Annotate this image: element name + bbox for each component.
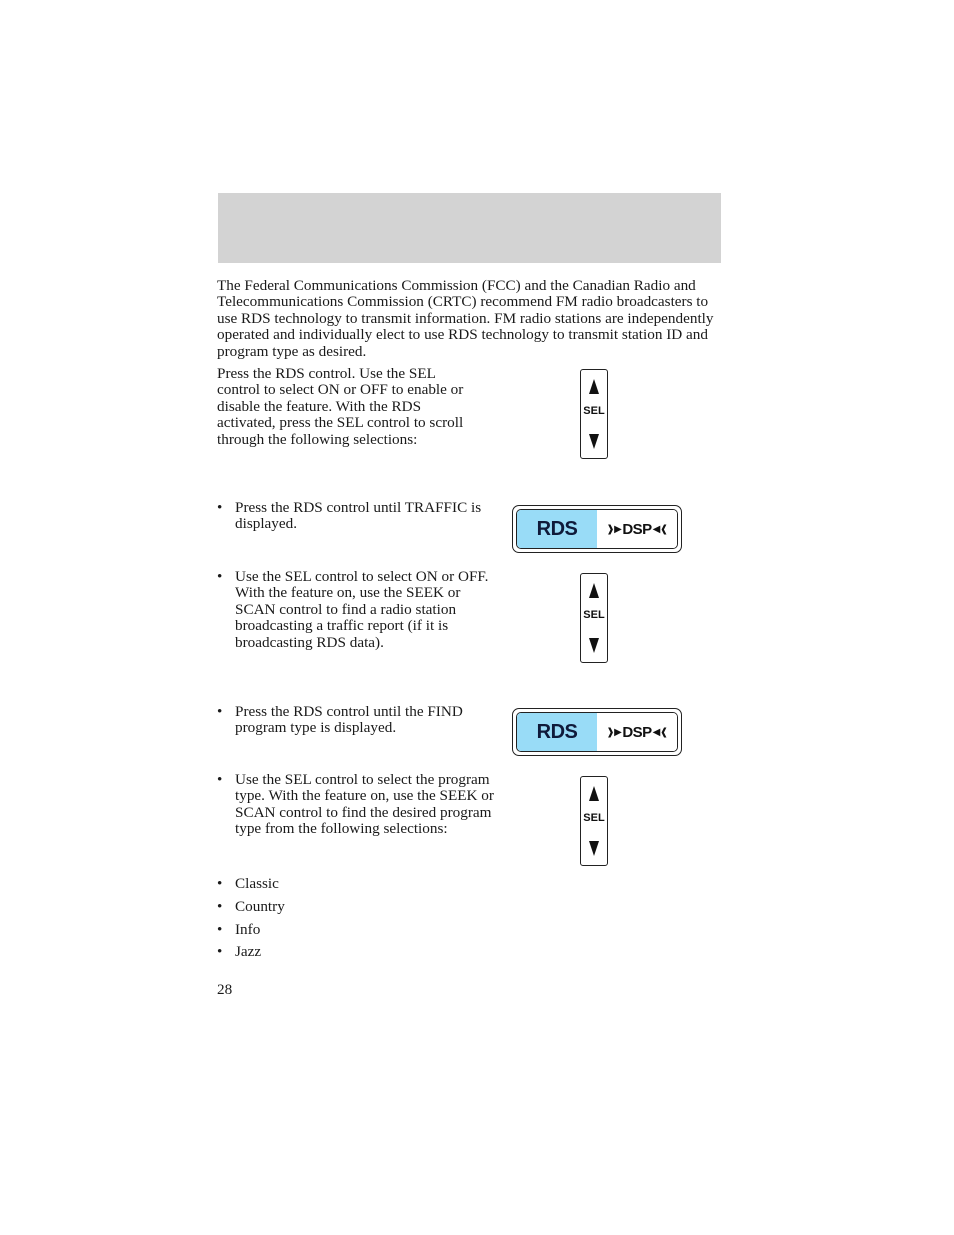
rds-button[interactable]: RDS — [517, 713, 597, 751]
sel-label: SEL — [583, 405, 605, 417]
program-type-item — [217, 899, 285, 915]
intro-paragraph: The Federal Communications Commission (FCC) and the Canadian Radio and Telecommunications Commission (CRTC) recommend FM radio broadcasters to use RDS technology to transmit information. FM radio stations are independently operated and individually elect to use RDS technology to transmit station ID and program type as desired. — [217, 277, 714, 360]
bullet-dot: • — [217, 921, 223, 938]
program-type-item — [217, 876, 279, 892]
dsp-label: DSP — [622, 723, 652, 741]
bullet-item — [217, 569, 500, 651]
arrow-up-icon — [589, 379, 599, 394]
program-type-label: Jazz — [235, 943, 262, 960]
bullet-dot: • — [217, 875, 223, 892]
bullet-item — [217, 500, 500, 533]
arrow-down-icon — [589, 841, 599, 856]
bullet-dot: • — [217, 771, 223, 788]
bullet-dot: • — [217, 703, 223, 720]
section-header-band — [218, 193, 721, 263]
bullet-item — [217, 704, 500, 737]
bullet-text: Use the SEL control to select the program type. With the feature on, use the SEEK or SCAN control to find the desired program type from the following selections: — [235, 771, 494, 838]
page-number: 28 — [217, 981, 233, 998]
bullet-dot: • — [217, 943, 223, 960]
rds-dsp-control[interactable] — [512, 505, 682, 553]
dsp-button[interactable] — [597, 510, 677, 548]
dsp-button[interactable] — [597, 713, 677, 751]
program-type-item — [217, 944, 261, 960]
bullet-dot: • — [217, 499, 223, 516]
speaker-left-icon: ◀❰ — [652, 523, 668, 535]
sel-control[interactable] — [580, 369, 608, 459]
dsp-label: DSP — [622, 520, 652, 538]
rds-button[interactable]: RDS — [517, 510, 597, 548]
arrow-up-icon — [589, 583, 599, 598]
bullet-text: Use the SEL control to select ON or OFF. With the feature on, use the SEEK or SCAN control to find a radio station broadcasting a traffic report (if it is broadcasting RDS data). — [235, 568, 489, 651]
bullet-dot: • — [217, 898, 223, 915]
bullet-text: Press the RDS control until TRAFFIC is displayed. — [235, 499, 482, 533]
arrow-up-icon — [589, 786, 599, 801]
speaker-left-icon: ◀❰ — [652, 726, 668, 738]
speaker-right-icon: ❱▶ — [606, 726, 622, 738]
sel-label: SEL — [583, 812, 605, 824]
arrow-down-icon — [589, 638, 599, 653]
rds-dsp-control[interactable] — [512, 708, 682, 756]
arrow-down-icon — [589, 434, 599, 449]
bullet-item — [217, 772, 500, 838]
sel-control[interactable] — [580, 573, 608, 663]
bullet-dot: • — [217, 568, 223, 585]
rds-instructions-paragraph: Press the RDS control. Use the SEL control to select ON or OFF to enable or disable the feature. With the RDS activated, press the SEL control to scroll through the following selections: — [217, 365, 464, 448]
speaker-right-icon: ❱▶ — [606, 523, 622, 535]
bullet-text: Press the RDS control until the FIND program type is displayed. — [235, 703, 463, 737]
sel-control[interactable] — [580, 776, 608, 866]
program-type-label: Country — [235, 898, 285, 915]
program-type-item — [217, 922, 260, 938]
program-type-label: Info — [235, 921, 261, 938]
program-type-label: Classic — [235, 875, 279, 892]
sel-label: SEL — [583, 609, 605, 621]
